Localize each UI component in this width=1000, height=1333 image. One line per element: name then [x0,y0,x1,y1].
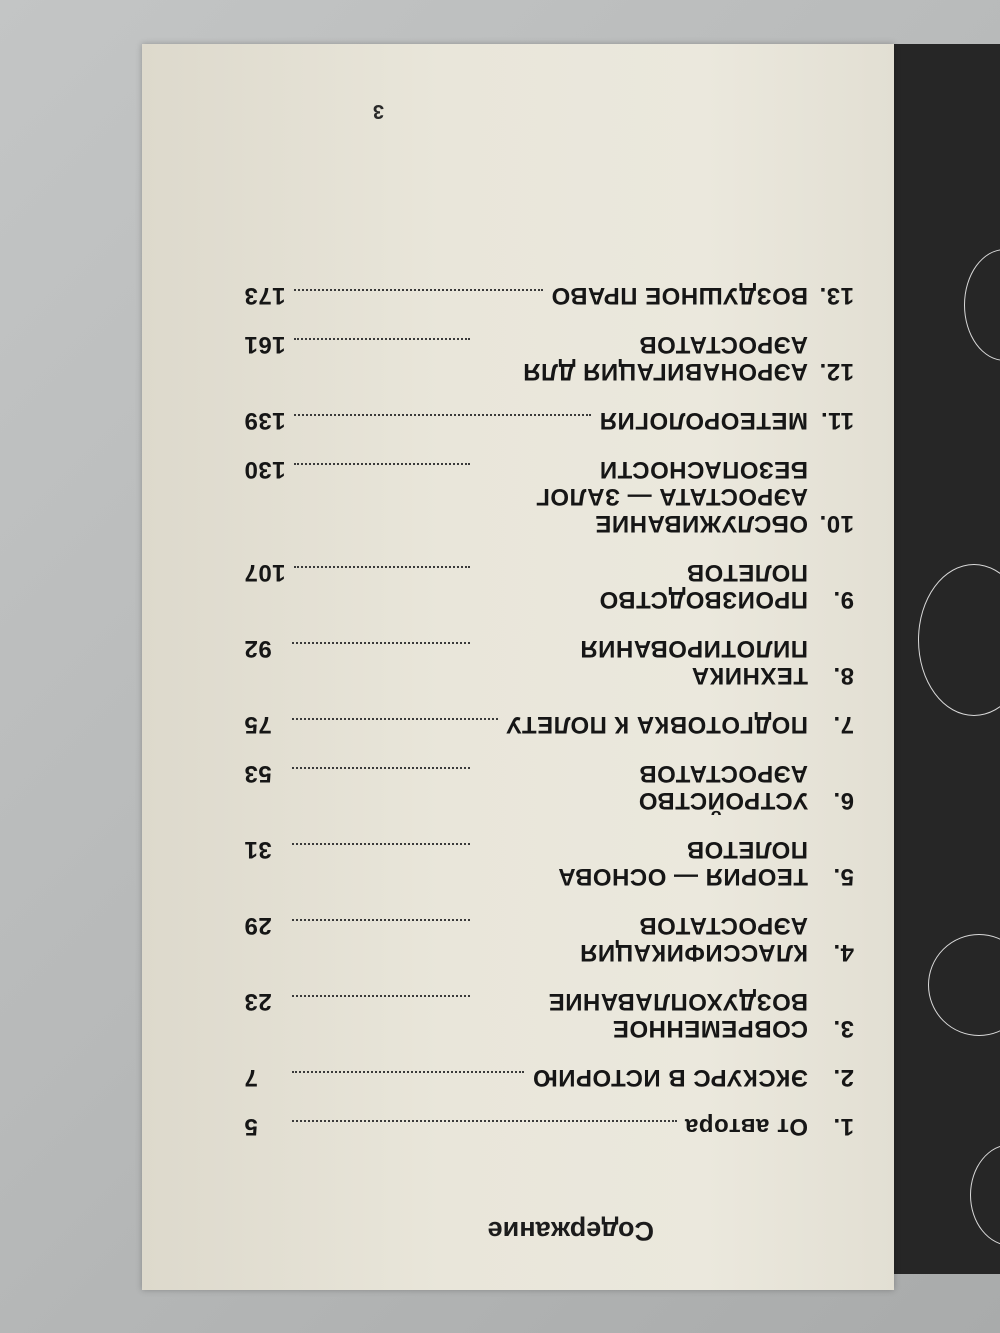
toc-entry-title: АЭРОНАВИГАЦИЯ ДЛЯ АЭРОСТАТОВ [522,331,808,385]
balloon-outline-icon [964,249,1000,361]
book-cover [894,44,1000,1274]
toc-entry-number: 3. [832,1015,854,1042]
toc-entry-title: ПРОИЗВОДСТВО ПОЛЕТОВ [599,559,808,613]
toc-entry-title: ВОЗДУШНОЕ ПРАВО [551,282,808,309]
toc-entry-title: ТЕХНИКА ПИЛОТИРОВАНИЯ [579,635,808,689]
toc-entry-page: 53 [244,760,272,787]
dot-leader [292,718,498,720]
toc-entry [244,1064,854,1091]
toc-entry-number: 12. [819,358,854,385]
toc-entry [244,760,854,814]
dot-leader [294,338,470,340]
table-of-contents [142,44,894,1290]
toc-entry-number: 13. [819,282,854,309]
toc-entry [244,1113,854,1140]
toc-entry-page: 31 [244,836,272,863]
toc-entry-number: 8. [832,662,854,689]
toc-entry-page: 161 [244,331,286,358]
dot-leader [292,1120,677,1122]
toc-entry-page: 7 [244,1064,258,1091]
toc-entry-page: 139 [244,407,286,434]
toc-entry-title: ПОДГОТОВКА К ПОЛЕТУ [506,711,808,738]
toc-entry-title: УСТРОЙСТВО АЭРОСТАТОВ [638,760,808,814]
dot-leader [292,767,470,769]
toc-entry [244,559,854,613]
toc-entry-number: 5. [832,863,854,890]
toc-entry-number: 7. [832,711,854,738]
toc-entry-number: 6. [832,787,854,814]
book-page [142,44,894,1290]
toc-entry-title: СОВРЕМЕННОЕ ВОЗДУХОПЛАВАНИЕ [548,988,808,1042]
dot-leader [294,414,592,416]
dot-leader [294,566,470,568]
balloon-outline-icon [928,934,1000,1036]
toc-entry-page: 173 [244,282,286,309]
toc-entry-page: 130 [244,456,286,483]
toc-entry-title: ТЕОРИЯ — ОСНОВА ПОЛЕТОВ [557,836,808,890]
toc-entry [244,836,854,890]
toc-entry-number: 9. [832,586,854,613]
toc-entry-title: От автора [684,1113,808,1140]
dot-leader [294,289,544,291]
toc-entry-page: 23 [244,988,272,1015]
dot-leader [292,642,470,644]
balloon-outline-icon [970,1144,1000,1246]
toc-entry-number: 11. [820,407,854,434]
toc-list [244,260,854,1140]
dot-leader [294,463,470,465]
toc-heading: Содержание [487,1216,654,1246]
toc-entry [244,635,854,689]
dot-leader [292,995,470,997]
toc-entry [244,456,854,537]
toc-entry-page: 75 [244,711,272,738]
toc-entry [244,331,854,385]
toc-entry-title: МЕТЕОРОЛОГИЯ [599,407,808,434]
balloon-outline-icon [918,564,1000,716]
toc-entry-page: 92 [244,635,272,662]
toc-entry-number: 1. [832,1113,854,1140]
toc-entry-title: ЭКСКУРС В ИСТОРИЮ [532,1064,808,1091]
page-number: 3 [372,100,384,122]
toc-entry [244,912,854,966]
toc-entry [244,711,854,738]
toc-entry-page: 29 [244,912,272,939]
dot-leader [292,843,470,845]
toc-entry-page: 107 [244,559,286,586]
toc-entry-title: ОБСЛУЖИВАНИЕ АЭРОСТАТА — ЗАЛОГ БЕЗОПАСНОСТИ [535,456,808,537]
toc-entry-number: 10. [819,510,854,537]
toc-entry-number: 2. [832,1064,854,1091]
toc-entry-title: КЛАССИФИКАЦИЯ АЭРОСТАТОВ [579,912,808,966]
toc-entry [244,407,854,434]
toc-entry [244,988,854,1042]
toc-entry-page: 5 [244,1113,258,1140]
toc-entry [244,282,854,309]
dot-leader [292,1071,524,1073]
dot-leader [292,919,470,921]
toc-entry-number: 4. [832,939,854,966]
